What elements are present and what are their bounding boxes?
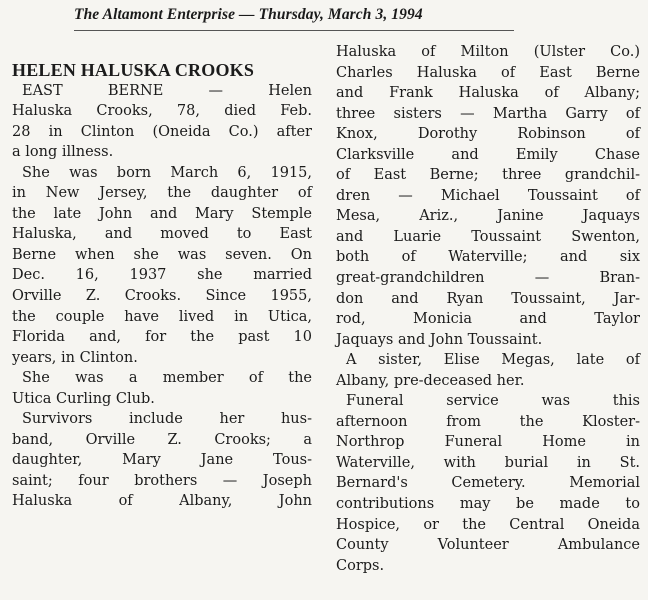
text-line: don and Ryan Toussaint, Jar-	[336, 290, 640, 307]
obituary-headline: HELEN HALUSKA CROOKS	[12, 60, 255, 80]
text-line: afternoon from the Kloster-	[336, 413, 640, 430]
text-line: Bernard's Cemetery. Memorial	[336, 475, 640, 492]
text-line: three sisters — Martha Garry of	[336, 105, 640, 122]
text-line: rod, Monicia and Taylor	[336, 311, 640, 328]
masthead: The Altamont Enterprise — Thursday, March 3, 1994	[74, 6, 423, 23]
text-line: band, Orville Z. Crooks; a	[12, 431, 312, 448]
obituary-column-1	[12, 60, 312, 512]
text-line: Northrop Funeral Home in	[336, 434, 640, 451]
text-line: Hospice, or the Central Oneida	[336, 516, 640, 533]
text-line: She was a member of the	[22, 370, 312, 387]
text-line: and Luarie Toussaint Swenton,	[336, 228, 640, 245]
text-line: Charles Haluska of East Berne	[336, 64, 640, 81]
text-line: both of Waterville; and six	[336, 249, 640, 266]
text-line: a long illness.	[12, 144, 114, 161]
masthead-rule	[74, 30, 514, 31]
text-line: contributions may be made to	[336, 496, 640, 513]
text-line: Survivors include her hus-	[22, 411, 312, 428]
text-line: Haluska, and moved to East	[12, 226, 312, 243]
text-line: She was born March 6, 1915,	[22, 164, 312, 181]
text-line: Haluska of Albany, John	[12, 493, 312, 510]
text-line: the late John and Mary Stemple	[12, 205, 312, 222]
text-line: saint; four brothers — Joseph	[12, 472, 312, 489]
text-line: Utica Curling Club.	[12, 390, 155, 407]
text-line: Haluska of Milton (Ulster Co.)	[336, 44, 640, 60]
text-line: Berne when she was seven. On	[12, 246, 312, 263]
text-line: A sister, Elise Megas, late of	[346, 352, 640, 369]
text-line: Orville Z. Crooks. Since 1955,	[12, 288, 312, 305]
text-line: Florida and, for the past 10	[12, 329, 312, 346]
text-line: great-grandchildren — Bran-	[336, 270, 640, 287]
text-line: years, in Clinton.	[12, 349, 138, 366]
text-line: Waterville, with burial in St.	[336, 454, 640, 471]
text-line: and Frank Haluska of Albany;	[336, 85, 640, 102]
text-line: Haluska Crooks, 78, died Feb.	[12, 103, 312, 120]
text-line: daughter, Mary Jane Tous-	[12, 452, 312, 469]
text-line: in New Jersey, the daughter of	[12, 185, 312, 202]
text-line: Albany, pre-deceased her.	[336, 372, 525, 389]
text-line: Jaquays and John Toussaint.	[336, 331, 543, 348]
obituary-column-2	[336, 42, 640, 576]
text-line: Corps.	[336, 557, 385, 574]
text-line: Knox, Dorothy Robinson of	[336, 126, 640, 143]
text-line: Mesa, Ariz., Janine Jaquays	[336, 208, 640, 225]
text-line: dren — Michael Toussaint of	[336, 187, 640, 204]
text-line: of East Berne; three grandchil-	[336, 167, 640, 184]
text-line: County Volunteer Ambulance	[336, 537, 640, 554]
text-line: EAST BERNE — Helen	[22, 82, 312, 99]
text-line: 28 in Clinton (Oneida Co.) after	[12, 123, 312, 140]
text-line: the couple have lived in Utica,	[12, 308, 312, 325]
text-line: Dec. 16, 1937 she married	[12, 267, 312, 284]
text-line: Clarksville and Emily Chase	[336, 146, 640, 163]
text-line: Funeral service was this	[346, 393, 640, 410]
